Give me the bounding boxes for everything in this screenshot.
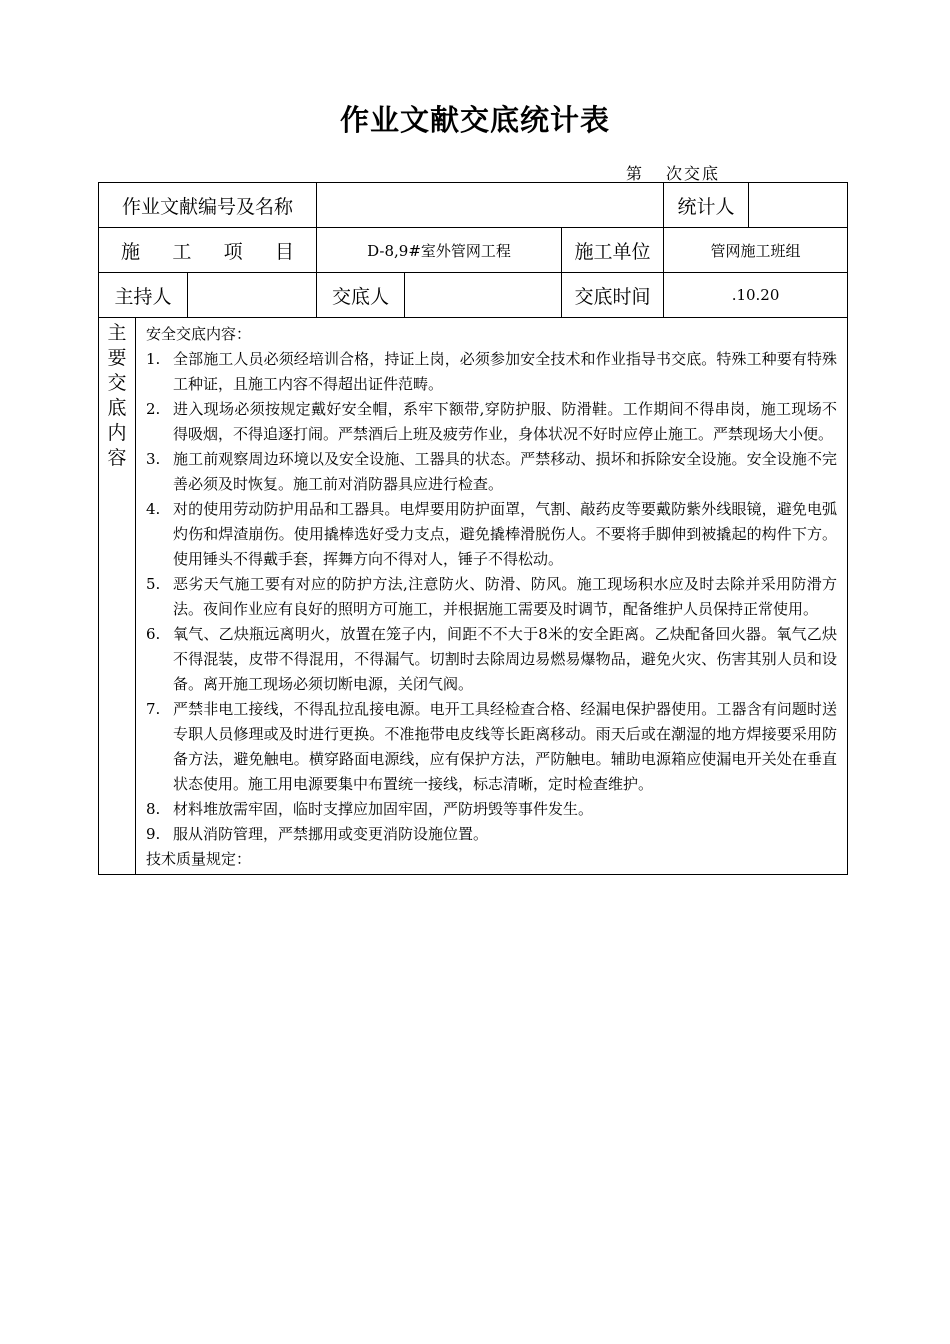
item-number: 1.	[146, 350, 161, 368]
stat-label: 统计人	[664, 183, 749, 228]
safety-list	[146, 347, 837, 847]
stat-value[interactable]	[749, 183, 848, 228]
item-number: 3.	[146, 450, 161, 468]
item-text: 严禁非电工接线，不得乱拉乱接电源。电开工具经检查合格、经漏电保护器使用。工器含有问题时送专职人员修理或及时进行更换。不准拖带电皮线等长距离移动。雨天后或在潮湿的地方焊接要采用防备方法，避免触电。横穿路面电源线，应有保护方法，严防触电。辅助电源箱应使漏电开关处在垂直状态使用。施工用电源要集中布置统一接线，标志清晰，定时检查维护。	[173, 700, 838, 793]
project-label-char: 施	[121, 240, 141, 263]
side-label-char: 要	[107, 347, 127, 369]
item-number: 5.	[146, 575, 161, 593]
list-item	[146, 347, 837, 397]
time-label: 交底时间	[562, 273, 664, 318]
disclosure-content	[136, 318, 848, 875]
item-text: 进入现场必须按规定戴好安全帽，系牢下额带,穿防护服、防滑鞋。工作期间不得串岗，施工现场不得吸烟，不得追逐打闹。严禁酒后上班及疲劳作业，身体状况不好时应停止施工。严禁现场大小便。	[173, 400, 838, 443]
list-item	[146, 697, 837, 797]
side-label-char: 主	[107, 322, 127, 344]
item-number: 7.	[146, 700, 161, 718]
side-label-char: 交	[107, 372, 127, 394]
doc-label: 作业文献编号及名称	[99, 183, 317, 228]
item-text: 材料堆放需牢固，临时支撑应加固牢固，严防坍毁等事件发生。	[173, 800, 594, 818]
disclosure-form	[98, 182, 848, 875]
disclosure-round	[626, 161, 720, 184]
main-content-label	[99, 318, 136, 875]
item-text: 氧气、乙炔瓶远离明火，放置在笼子内，间距不不大于8米的安全距离。乙炔配备回火器。氧气乙炔不得混装，皮带不得混用，不得漏气。切割时去除周边易燃易爆物品，避免火灾、伤害其别人员和设备。离开施工现场必须切断电源，关闭气阀。	[173, 625, 838, 693]
project-label-char: 工	[172, 240, 192, 263]
item-text: 施工前观察周边环境以及安全设施、工器具的状态。严禁移动、损坏和拆除安全设施。安全设施不完善必须及时恢复。施工前对消防器具应进行检查。	[173, 450, 838, 493]
host-value[interactable]	[188, 273, 317, 318]
project-label-char: 项	[223, 240, 243, 263]
item-number: 6.	[146, 625, 161, 643]
unit-label: 施工单位	[562, 228, 664, 273]
list-item	[146, 572, 837, 622]
round-prefix: 第	[626, 164, 645, 183]
item-text: 恶劣天气施工要有对应的防护方法,注意防火、防滑、防风。施工现场积水应及时去除并采用防滑方法。夜间作业应有良好的照明方可施工，并根据施工需要及时调节，配备维护人员保持正常使用。	[173, 575, 838, 618]
project-label	[99, 228, 317, 273]
presenter-value[interactable]	[405, 273, 562, 318]
list-item	[146, 797, 837, 822]
host-label: 主持人	[99, 273, 188, 318]
list-item	[146, 622, 837, 697]
tech-heading: 技术质量规定：	[146, 850, 252, 868]
list-item	[146, 447, 837, 497]
item-text: 对的使用劳动防护用品和工器具。电焊要用防护面罩，气割、敲药皮等要戴防紫外线眼镜，避免电弧灼伤和焊渣崩伤。使用撬棒选好受力支点，避免撬棒滑脱伤人。不要将手脚伸到被撬起的构件下方。使用锤头不得戴手套，挥舞方向不得对人，锤子不得松动。	[173, 500, 838, 568]
item-number: 2.	[146, 400, 161, 418]
item-text: 服从消防管理，严禁挪用或变更消防设施位置。	[173, 825, 489, 843]
time-value[interactable]: .10.20	[664, 273, 848, 318]
item-number: 4.	[146, 500, 161, 518]
item-text: 全部施工人员必须经培训合格，持证上岗，必须参加安全技术和作业指导书交底。特殊工种要有特殊工种证，且施工内容不得超出证件范畴。	[173, 350, 838, 393]
page-title: 作业文献交底统计表	[339, 103, 610, 137]
side-label-char: 内	[107, 422, 127, 444]
project-value[interactable]: D-8,9#室外管网工程	[317, 228, 562, 273]
project-label-char: 目	[274, 240, 294, 263]
unit-value[interactable]: 管网施工班组	[664, 228, 848, 273]
list-item	[146, 497, 837, 572]
doc-value[interactable]	[317, 183, 664, 228]
side-label-char: 容	[107, 447, 127, 469]
round-suffix: 次交底	[666, 164, 721, 183]
safety-heading: 安全交底内容：	[146, 325, 252, 343]
list-item	[146, 397, 837, 447]
item-number: 9.	[146, 825, 161, 843]
list-item	[146, 822, 837, 847]
side-label-char: 底	[107, 397, 127, 419]
presenter-label: 交底人	[317, 273, 405, 318]
item-number: 8.	[146, 800, 161, 818]
